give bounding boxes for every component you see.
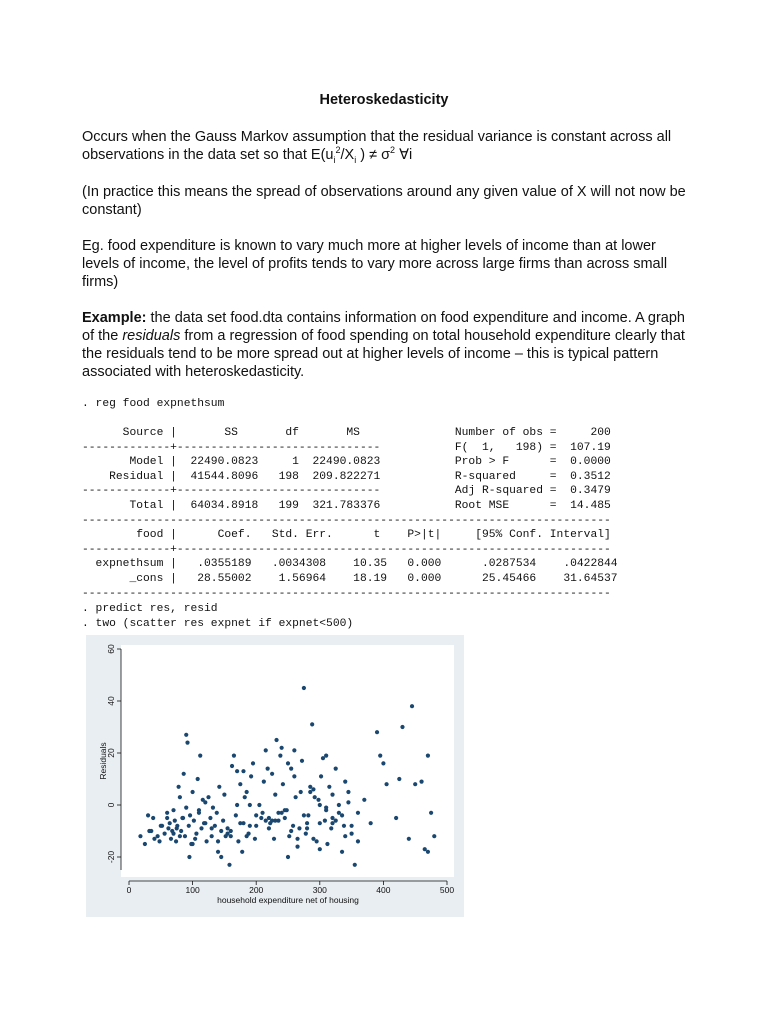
scatter-point bbox=[203, 800, 207, 804]
scatter-point bbox=[375, 730, 379, 734]
scatter-point bbox=[330, 793, 334, 797]
scatter-point bbox=[248, 803, 252, 807]
scatter-point bbox=[286, 761, 290, 765]
scatter-point bbox=[324, 754, 328, 758]
paragraph-example bbox=[82, 309, 692, 381]
scatter-point bbox=[318, 803, 322, 807]
scatter-point bbox=[152, 837, 156, 841]
scatter-point bbox=[381, 761, 385, 765]
scatter-point bbox=[276, 811, 280, 815]
scatter-point bbox=[369, 821, 373, 825]
scatter-point bbox=[179, 829, 183, 833]
scatter-point bbox=[270, 772, 274, 776]
y-tick-label-0: 0 bbox=[106, 802, 116, 808]
scatter-point bbox=[413, 782, 417, 786]
scatter-point bbox=[267, 826, 271, 830]
p1-mid2: ) ≠ σ bbox=[356, 147, 391, 163]
scatter-point bbox=[204, 839, 208, 843]
scatter-point bbox=[165, 811, 169, 815]
scatter-point bbox=[327, 785, 331, 789]
scatter-point bbox=[318, 847, 322, 851]
scatter-point bbox=[397, 777, 401, 781]
scatter-point bbox=[337, 803, 341, 807]
x-tick-label-400: 400 bbox=[376, 885, 391, 895]
y-axis-label: Residuals bbox=[98, 742, 108, 780]
scatter-point bbox=[198, 754, 202, 758]
scatter-point bbox=[289, 767, 293, 771]
scatter-svg bbox=[86, 635, 464, 917]
scatter-point bbox=[295, 845, 299, 849]
y-tick-label-60: 60 bbox=[106, 644, 116, 654]
scatter-point bbox=[245, 834, 249, 838]
y-tick-label--20: -20 bbox=[106, 850, 116, 864]
x-tick-label-500: 500 bbox=[439, 885, 455, 895]
scatter-point bbox=[159, 824, 163, 828]
scatter-point bbox=[340, 813, 344, 817]
scatter-point bbox=[229, 834, 233, 838]
scatter-point bbox=[253, 837, 257, 841]
scatter-point bbox=[206, 795, 210, 799]
scatter-point bbox=[308, 790, 312, 794]
x-tick-label-100: 100 bbox=[185, 885, 200, 895]
scatter-point bbox=[191, 790, 195, 794]
scatter-point bbox=[429, 811, 433, 815]
scatter-point bbox=[350, 824, 354, 828]
scatter-point bbox=[219, 829, 223, 833]
scatter-point bbox=[234, 813, 238, 817]
scatter-point bbox=[248, 824, 252, 828]
scatter-point bbox=[305, 821, 309, 825]
p1-sup-sigma: 2 bbox=[390, 145, 396, 156]
scatter-point bbox=[230, 764, 234, 768]
paragraph-definition bbox=[82, 128, 692, 164]
scatter-point bbox=[183, 834, 187, 838]
p1-before: Occurs when the Gauss Markov assumption that the residual variance is constant across all observations in the data set so that E(u bbox=[82, 129, 672, 163]
scatter-point bbox=[219, 855, 223, 859]
regression-output bbox=[82, 426, 618, 601]
scatter-point bbox=[215, 811, 219, 815]
scatter-point bbox=[165, 816, 169, 820]
scatter-point bbox=[278, 754, 282, 758]
scatter-point bbox=[384, 782, 388, 786]
scatter-point bbox=[171, 808, 175, 812]
scatter-point bbox=[280, 746, 284, 750]
scatter-point bbox=[325, 842, 329, 846]
scatter-point bbox=[184, 733, 188, 737]
scatter-point bbox=[316, 798, 320, 802]
p1-sub-i-2: i bbox=[354, 154, 357, 165]
scatter-point bbox=[227, 863, 231, 867]
scatter-point bbox=[197, 808, 201, 812]
scatter-point bbox=[241, 769, 245, 773]
scatter-point bbox=[163, 832, 167, 836]
scatter-point bbox=[216, 850, 220, 854]
plot-region bbox=[121, 645, 454, 877]
document-title: Heteroskedasticity bbox=[319, 92, 449, 108]
scatter-point bbox=[260, 811, 264, 815]
residual-scatter-chart bbox=[86, 635, 464, 917]
scatter-point bbox=[419, 780, 423, 784]
scatter-point bbox=[323, 819, 327, 823]
coefficient-table: ------------------------------------------------------------------------------ food | Coef. Std. Err. t P>|t| [95% Conf. Interval] -------------+---------------------------------------------------------------- expnethsum | .0355189 .0034308 10.35 0.000 .0287534 .0422844 _cons | 28.55002 1.56964 18.19 0.000 25.45466 31.64537 ------------------------------------------------------------------------------ bbox=[82, 514, 618, 600]
scatter-point bbox=[168, 821, 172, 825]
scatter-point bbox=[254, 813, 258, 817]
scatter-point bbox=[302, 813, 306, 817]
scatter-point bbox=[286, 855, 290, 859]
scatter-point bbox=[267, 816, 271, 820]
scatter-point bbox=[191, 842, 195, 846]
scatter-point bbox=[146, 813, 150, 817]
scatter-point bbox=[343, 780, 347, 784]
scatter-point bbox=[289, 829, 293, 833]
scatter-point bbox=[264, 748, 268, 752]
scatter-point bbox=[318, 821, 322, 825]
scatter-point bbox=[194, 832, 198, 836]
scatter-point bbox=[151, 816, 155, 820]
scatter-point bbox=[342, 824, 346, 828]
stata-command-reg: . reg food expnethsum bbox=[82, 398, 225, 410]
scatter-point bbox=[259, 816, 263, 820]
scatter-point bbox=[187, 824, 191, 828]
scatter-point bbox=[297, 826, 301, 830]
anova-table: Source | SS df MS Number of obs = 200 -------------+------------------------------ F( 1, 198) = 107.19 Model | 22490.0823 1 22490.0823 Prob > F = 0.0000 Residual | 41544.8096 198 209.822271 R-squared = 0.3512 -------------+------------------------------ Adj R-squared = 0.3479 Total | 64034.8918 199 321.783376 Root MSE = 14.485 bbox=[82, 427, 611, 512]
scatter-point bbox=[313, 795, 317, 799]
scatter-point bbox=[407, 837, 411, 841]
scatter-point bbox=[196, 777, 200, 781]
scatter-point bbox=[187, 855, 191, 859]
x-tick-label-200: 200 bbox=[249, 885, 264, 895]
p1-sub-i: i bbox=[333, 154, 336, 165]
scatter-point bbox=[221, 819, 225, 823]
scatter-point bbox=[292, 748, 296, 752]
scatter-point bbox=[171, 832, 175, 836]
y-tick-label-20: 20 bbox=[106, 748, 116, 758]
scatter-point bbox=[238, 821, 242, 825]
scatter-point bbox=[211, 806, 215, 810]
scatter-point bbox=[236, 839, 240, 843]
scatter-point bbox=[353, 863, 357, 867]
scatter-point bbox=[319, 774, 323, 778]
scatter-point bbox=[362, 798, 366, 802]
scatter-point bbox=[243, 795, 247, 799]
p1-mid: /X bbox=[340, 147, 355, 163]
scatter-point bbox=[281, 782, 285, 786]
scatter-point bbox=[199, 826, 203, 830]
scatter-point bbox=[426, 754, 430, 758]
scatter-point bbox=[310, 722, 314, 726]
scatter-point bbox=[262, 780, 266, 784]
scatter-point bbox=[346, 800, 350, 804]
p1-sup-2: 2 bbox=[335, 145, 341, 156]
scatter-point bbox=[222, 793, 226, 797]
scatter-point bbox=[184, 806, 188, 810]
scatter-point bbox=[210, 826, 214, 830]
paragraph-practice: (In practice this means the spread of observations around any given value of X will not now be constant) bbox=[82, 184, 686, 218]
scatter-point bbox=[178, 834, 182, 838]
scatter-point bbox=[300, 759, 304, 763]
scatter-point bbox=[273, 793, 277, 797]
scatter-point bbox=[177, 785, 181, 789]
example-text-b: from a regression of food spending on total household expenditure clearly that the residuals tend to be more spread out at higher levels of income – this is typical pattern associated with heteroskedasticity. bbox=[82, 328, 685, 380]
scatter-point bbox=[143, 842, 147, 846]
scatter-point bbox=[169, 837, 173, 841]
scatter-point bbox=[203, 821, 207, 825]
scatter-point bbox=[295, 837, 299, 841]
scatter-point bbox=[235, 769, 239, 773]
scatter-point bbox=[410, 704, 414, 708]
scatter-point bbox=[257, 803, 261, 807]
scatter-point bbox=[238, 782, 242, 786]
scatter-point bbox=[240, 850, 244, 854]
scatter-point bbox=[232, 754, 236, 758]
stata-commands-predict-graph bbox=[82, 602, 353, 631]
scatter-point bbox=[340, 850, 344, 854]
scatter-point bbox=[305, 826, 309, 830]
x-tick-label-0: 0 bbox=[126, 885, 132, 895]
scatter-point bbox=[210, 834, 214, 838]
scatter-point bbox=[208, 816, 212, 820]
scatter-point bbox=[217, 785, 221, 789]
stata-command-predict: . predict res, resid bbox=[82, 603, 218, 615]
scatter-point bbox=[302, 686, 306, 690]
scatter-point bbox=[299, 790, 303, 794]
scatter-point bbox=[334, 819, 338, 823]
scatter-point bbox=[178, 795, 182, 799]
x-tick-label-300: 300 bbox=[312, 885, 327, 895]
scatter-point bbox=[356, 811, 360, 815]
scatter-point bbox=[304, 832, 308, 836]
paragraph-example-intro: Eg. food expenditure is known to vary much more at higher levels of income than at lower levels of income, the level of profits tends to vary more across large firms than across small firms) bbox=[82, 238, 668, 290]
scatter-point bbox=[245, 790, 249, 794]
scatter-point bbox=[343, 834, 347, 838]
scatter-point bbox=[149, 829, 153, 833]
scatter-point bbox=[138, 834, 142, 838]
scatter-point bbox=[294, 795, 298, 799]
scatter-point bbox=[182, 772, 186, 776]
scatter-point bbox=[356, 839, 360, 843]
scatter-point bbox=[266, 767, 270, 771]
scatter-point bbox=[291, 824, 295, 828]
scatter-point bbox=[272, 837, 276, 841]
scatter-point bbox=[274, 738, 278, 742]
scatter-point bbox=[306, 813, 310, 817]
example-italic-residuals: residuals bbox=[122, 328, 181, 344]
scatter-point bbox=[251, 761, 255, 765]
x-axis-label: household expenditure net of housing bbox=[217, 895, 359, 905]
scatter-point bbox=[423, 847, 427, 851]
scatter-point bbox=[181, 816, 185, 820]
scatter-point bbox=[283, 808, 287, 812]
y-tick-label-40: 40 bbox=[106, 696, 116, 706]
scatter-point bbox=[188, 813, 192, 817]
scatter-point bbox=[185, 741, 189, 745]
scatter-point bbox=[334, 767, 338, 771]
scatter-point bbox=[292, 774, 296, 778]
scatter-point bbox=[315, 839, 319, 843]
p1-after: ∀i bbox=[395, 147, 413, 163]
scatter-point bbox=[254, 824, 258, 828]
scatter-point bbox=[287, 834, 291, 838]
scatter-point bbox=[400, 725, 404, 729]
scatter-point bbox=[174, 839, 178, 843]
scatter-point bbox=[175, 826, 179, 830]
scatter-point bbox=[235, 803, 239, 807]
scatter-point bbox=[166, 826, 170, 830]
scatter-point bbox=[378, 754, 382, 758]
scatter-point bbox=[173, 819, 177, 823]
scatter-point bbox=[346, 790, 350, 794]
scatter-point bbox=[432, 834, 436, 838]
scatter-point bbox=[283, 816, 287, 820]
scatter-point bbox=[249, 774, 253, 778]
scatter-point bbox=[157, 839, 161, 843]
scatter-point bbox=[394, 816, 398, 820]
scatter-point bbox=[216, 839, 220, 843]
example-text-a: the data set food.dta contains information on food expenditure and income. A graph of the bbox=[82, 310, 685, 344]
scatter-point bbox=[193, 837, 197, 841]
scatter-point bbox=[324, 808, 328, 812]
scatter-point bbox=[192, 819, 196, 823]
example-label: Example: bbox=[82, 310, 147, 326]
scatter-point bbox=[350, 832, 354, 836]
scatter-point bbox=[329, 826, 333, 830]
stata-command-graph: . two (scatter res expnet if expnet<500) bbox=[82, 617, 354, 630]
